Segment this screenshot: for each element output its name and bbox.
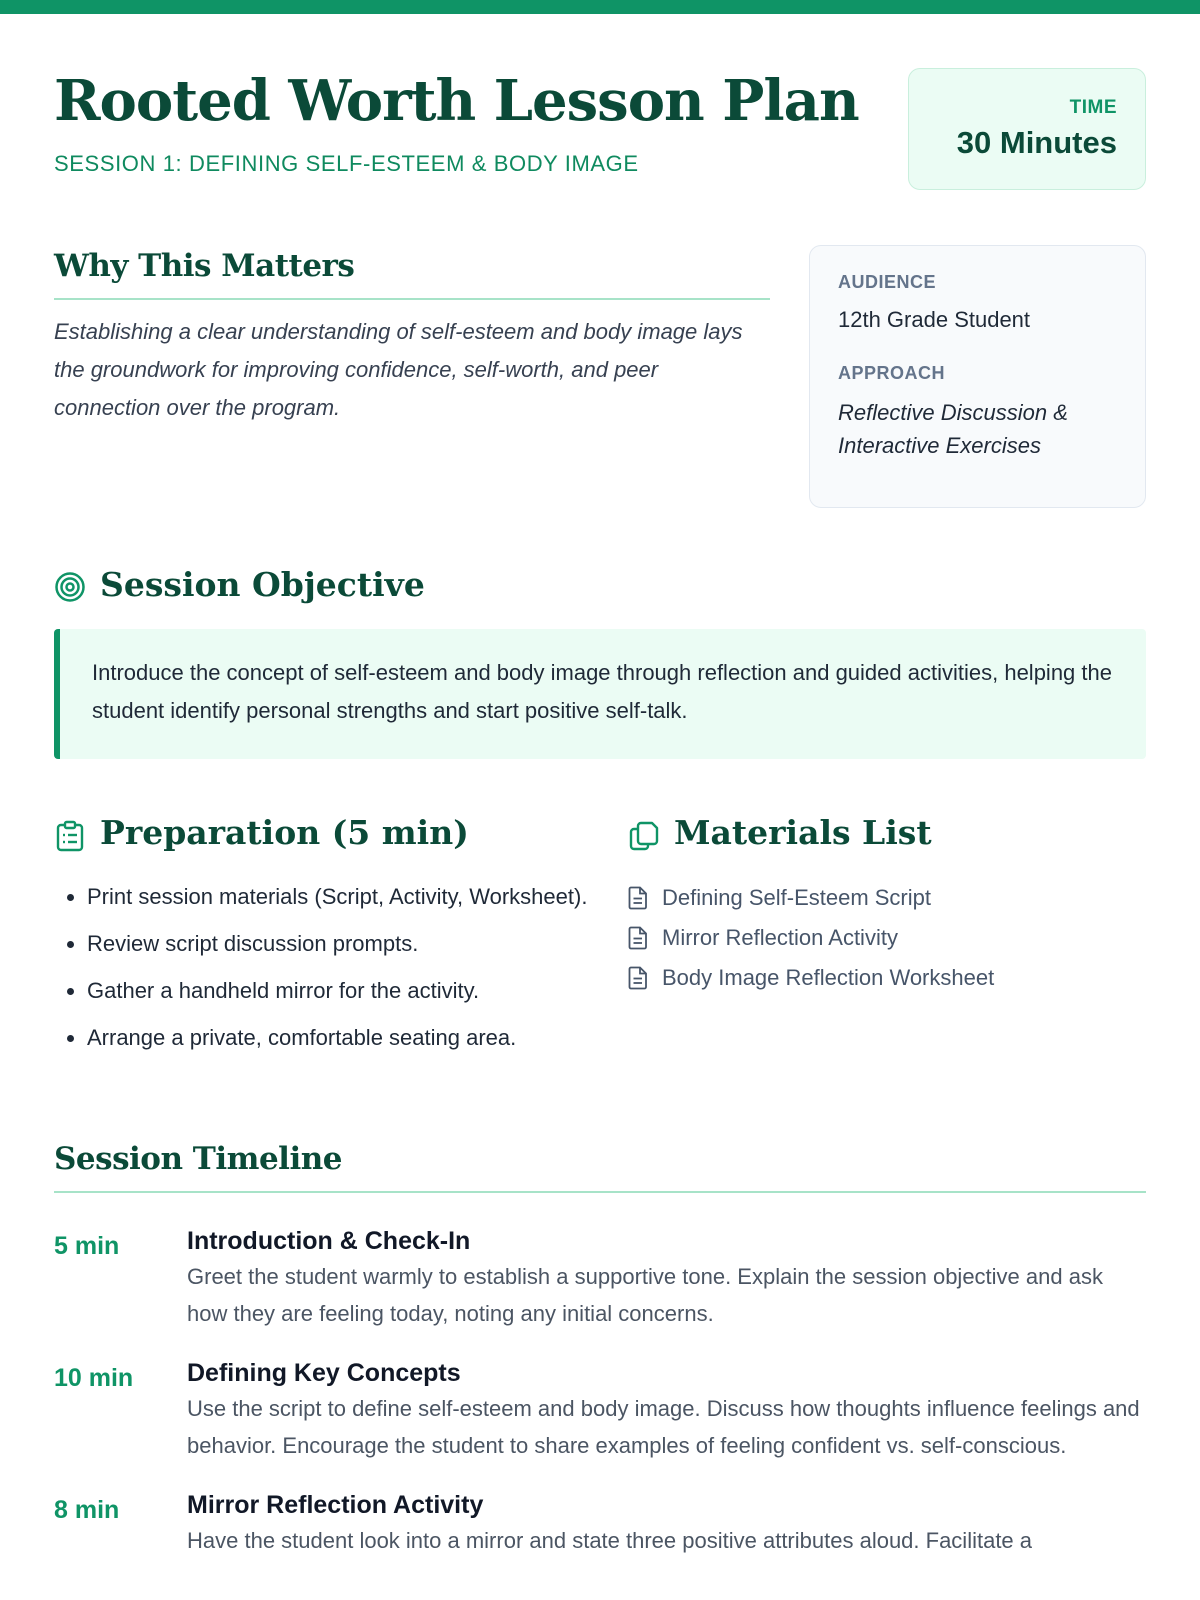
page-title: Rooted Worth Lesson Plan — [54, 68, 859, 134]
material-item[interactable] — [628, 918, 994, 958]
list-item: • Arrange a private, comfortable seating area. — [87, 1021, 627, 1054]
timeline-body — [187, 1224, 1146, 1332]
material-label: Body Image Reflection Worksheet — [662, 965, 995, 990]
copy-files-icon — [628, 820, 660, 852]
materials-heading: Materials List — [674, 813, 932, 852]
timeline-title: Mirror Reflection Activity — [187, 1491, 484, 1519]
timeline-list — [54, 1224, 1146, 1583]
preparation-list — [54, 880, 627, 1068]
timeline-body — [187, 1356, 1146, 1464]
audience-card — [809, 245, 1146, 508]
timeline-title: Defining Key Concepts — [187, 1359, 461, 1387]
why-text: Establishing a clear understanding of self-esteem and body image lays the groundwork for improving confidence, self-worth, and peer connection over the program. — [54, 319, 743, 420]
clipboard-icon — [56, 820, 84, 852]
audience-value: 12th Grade Student — [838, 307, 1031, 332]
list-item: • Gather a handheld mirror for the activity. — [87, 974, 627, 1007]
document-icon — [628, 886, 648, 910]
material-label: Defining Self-Esteem Script — [662, 885, 931, 910]
target-icon — [54, 571, 86, 603]
time-label: TIME — [1069, 97, 1117, 118]
why-divider — [54, 298, 770, 300]
timeline-body — [187, 1488, 1146, 1559]
top-accent-bar — [0, 0, 1200, 14]
timeline-item — [54, 1356, 1146, 1464]
why-heading: Why This Matters — [54, 248, 355, 284]
objective-callout — [54, 629, 1146, 759]
approach-value: Reflective Discussion & Interactive Exercises — [838, 400, 1068, 458]
timeline-heading: Session Timeline — [54, 1141, 342, 1177]
time-value: 30 Minutes — [956, 125, 1117, 160]
timeline-divider — [54, 1191, 1146, 1193]
timeline-item — [54, 1224, 1146, 1332]
timeline-description: Have the student look into a mirror and state three positive attributes aloud. Facilitate a — [187, 1528, 1033, 1553]
list-item: • Review script discussion prompts. — [87, 927, 627, 960]
document-icon — [628, 966, 648, 990]
objective-text: Introduce the concept of self-esteem and body image through reflection and guided activities, helping the student identify personal strengths and start positive self-talk. — [92, 660, 1112, 723]
list-item: • Print session materials (Script, Activity, Worksheet). — [87, 880, 627, 913]
material-label: Mirror Reflection Activity — [662, 925, 898, 950]
session-subtitle: SESSION 1: DEFINING SELF-ESTEEM & BODY IMAGE — [54, 151, 639, 176]
material-item[interactable] — [628, 958, 994, 998]
timeline-description: Greet the student warmly to establish a supportive tone. Explain the session objective and ask how they are feeling today, noting any initial concerns. — [187, 1264, 1103, 1326]
timeline-duration: 5 min — [54, 1232, 120, 1260]
objective-heading: Session Objective — [100, 565, 425, 604]
audience-label: AUDIENCE — [838, 272, 937, 292]
document-icon — [628, 926, 648, 950]
timeline-item — [54, 1488, 1146, 1559]
timeline-description: Use the script to define self-esteem and body image. Discuss how thoughts influence feelings and behavior. Encourage the student to share examples of feeling confident vs. self-conscious. — [187, 1396, 1140, 1458]
approach-label: APPROACH — [838, 363, 946, 383]
timeline-title: Introduction & Check-In — [187, 1227, 471, 1255]
material-item[interactable] — [628, 878, 994, 918]
timeline-duration: 10 min — [54, 1364, 134, 1392]
time-card — [908, 68, 1146, 190]
preparation-heading: Preparation (5 min) — [100, 813, 469, 852]
materials-list — [628, 878, 994, 998]
timeline-duration: 8 min — [54, 1496, 120, 1524]
